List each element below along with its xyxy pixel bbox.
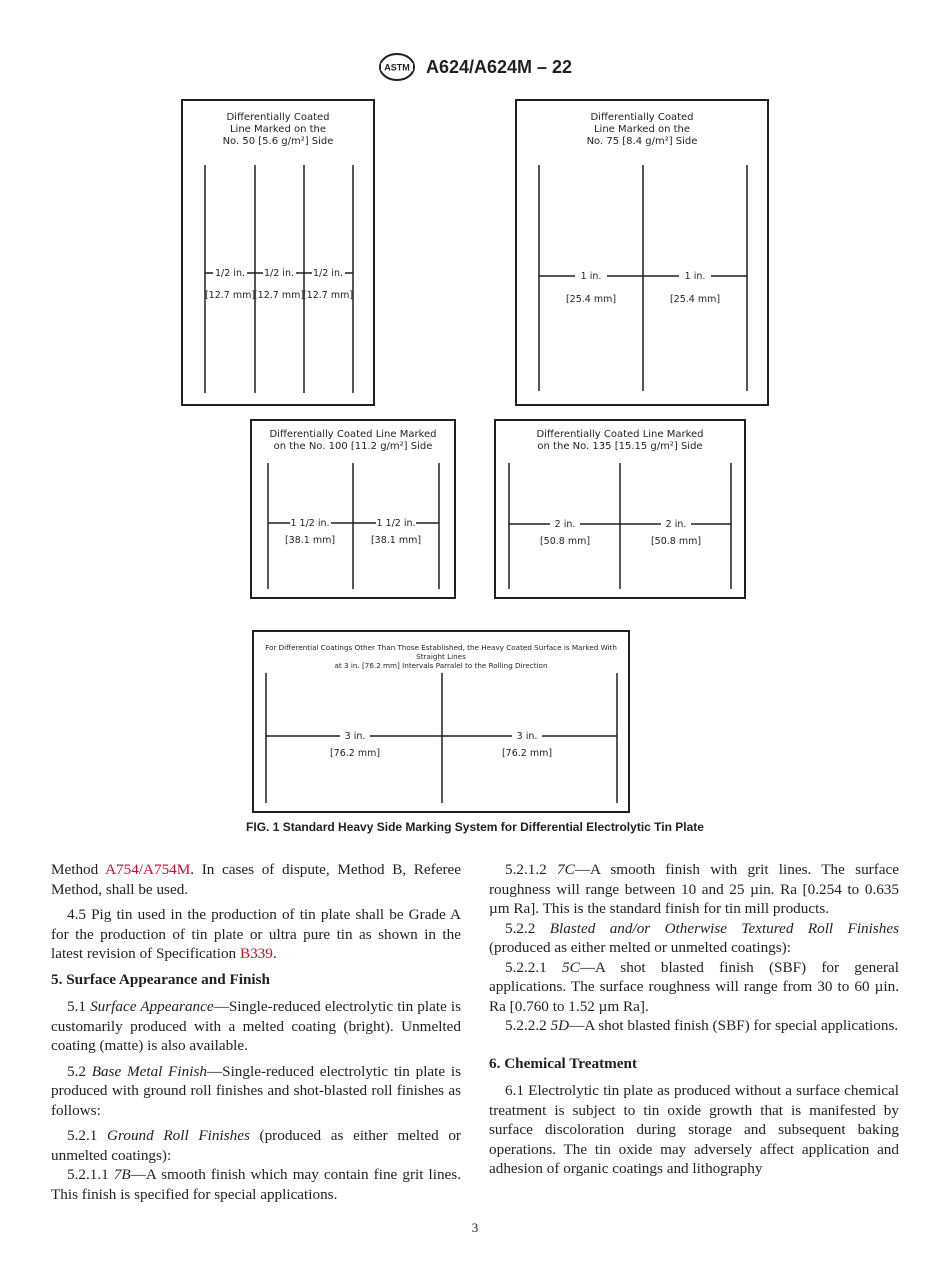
metric-label: [25.4 mm] (565, 294, 617, 305)
marking-lines (496, 421, 744, 597)
figure-other-coatings (252, 630, 630, 813)
marking-lines (517, 101, 767, 404)
section-heading-5: 5. Surface Appearance and Finish (51, 970, 270, 988)
paragraph-5-2-1-1: 5.2.1.1 7B—A smooth finish which may contain fine grit lines. This finish is specified for special applications. (51, 1166, 461, 1203)
metric-label: [38.1 mm] (370, 535, 422, 546)
section-heading-6: 6. Chemical Treatment (489, 1054, 638, 1072)
figure-no-100 (250, 419, 456, 599)
standard-designation: A624/A624M – 22 (425, 56, 573, 77)
paragraph-5-2-1: 5.2.1 Ground Roll Finishes (produced as either melted or unmelted coatings): (51, 1127, 461, 1164)
metric-label: [38.1 mm] (284, 535, 336, 546)
figure-no-50 (181, 99, 375, 406)
marking-lines (252, 421, 454, 597)
marking-lines (183, 101, 373, 404)
svg-text:ASTM: ASTM (384, 62, 410, 73)
spacing-label: 1/2 in. (264, 268, 294, 279)
spacing-label: 2 in. (554, 519, 576, 530)
spacing-label: 1/2 in. (313, 268, 343, 279)
figure-no-75 (515, 99, 769, 406)
left-column (51, 860, 461, 1210)
metric-label: [76.2 mm] (329, 748, 381, 759)
spacing-label: 1 in. (684, 271, 706, 282)
paragraph-5-2-2-2: 5.2.2.2 5D—A shot blasted finish (SBF) for special applications. (505, 1017, 899, 1034)
page-header (0, 52, 950, 86)
paragraph-5-2: 5.2 Base Metal Finish—Single-reduced electrolytic tin plate is produced with ground roll finishes and shot-blasted roll finishes as follows: (51, 1062, 461, 1119)
metric-label: [50.8 mm] (539, 536, 591, 547)
figure-title: Differentially Coated Line Marked on the No. 50 [5.6 g/m²] Side (222, 112, 334, 147)
page-number: 3 (471, 1220, 479, 1235)
figure-title: Differentially Coated Line Marked on the No. 75 [8.4 g/m²] Side (586, 112, 698, 147)
spacing-label: 1 in. (580, 271, 602, 282)
paragraph-5-2-1-2: 5.2.1.2 7C—A smooth finish with grit lines. The surface roughness will range between 10 and 25 µin. Ra [0.254 to 0.635 µm Ra]. This is the standard finish for tin mill products. (489, 861, 899, 917)
paragraph-4-5: 4.5 Pig tin used in the production of tin plate shall be Grade A for the production of tin plate or ultra pure tin as shown in the latest revision of Specification B339. (51, 906, 461, 962)
spacing-label: 3 in. (516, 731, 538, 742)
figure-no-135 (494, 419, 746, 599)
metric-label: [50.8 mm] (650, 536, 702, 547)
spacing-label: 1 1/2 in. (290, 518, 330, 529)
paragraph: Method A754/A754M. In cases of dispute, Method B, Referee Method, shall be used. (51, 861, 461, 898)
spacing-label: 1 1/2 in. (376, 518, 416, 529)
figure-title: For Differential Coatings Other Than Those Established, the Heavy Coated Surface is Marked With Straight Lines at 3 in. [76.2 mm] Intervals Parralel to the Rolling Direction (265, 643, 617, 670)
astm-logo-icon (378, 52, 416, 82)
paragraph-5-1: 5.1 Surface Appearance—Single-reduced electrolytic tin plate is customarily produced with a melted coating (bright). Unmelted coating (matte) is also available. (51, 998, 462, 1054)
metric-label: [12.7 mm] (302, 290, 354, 301)
metric-label: [25.4 mm] (669, 294, 721, 305)
figure-title: Differentially Coated Line Marked on the No. 135 [15.15 g/m²] Side (536, 429, 704, 452)
figure-caption: FIG. 1 Standard Heavy Side Marking System for Differential Electrolytic Tin Plate (246, 820, 704, 834)
paragraph-5-2-2-1: 5.2.2.1 5C—A shot blasted finish (SBF) for general applications. The surface roughness will range from 30 to 60 µin. Ra [0.760 to 1.52 µm Ra]. (489, 958, 899, 1015)
marking-lines (254, 632, 628, 811)
paragraph-5-2-2: 5.2.2 Blasted and/or Otherwise Textured Roll Finishes (produced as either melted or unmelted coatings): (489, 919, 900, 956)
metric-label: [12.7 mm] (204, 290, 256, 301)
metric-label: [12.7 mm] (253, 290, 305, 301)
a754-link[interactable]: A754/A754M (105, 861, 191, 878)
figure-title: Differentially Coated Line Marked on the No. 100 [11.2 g/m²] Side (269, 429, 437, 452)
metric-label: [76.2 mm] (501, 748, 553, 759)
paragraph-6-1: 6.1 Electrolytic tin plate as produced without a surface chemical treatment is subject to tin oxide growth that is manifested by surface discoloration during storage and subsequent baking operations. The tin oxide may adversely affect application and adhesion of organic coatings and lithography (489, 1082, 899, 1177)
right-column (489, 860, 899, 1185)
spacing-label: 3 in. (344, 731, 366, 742)
b339-link[interactable]: B339 (239, 945, 273, 962)
spacing-label: 2 in. (665, 519, 687, 530)
spacing-label: 1/2 in. (215, 268, 245, 279)
